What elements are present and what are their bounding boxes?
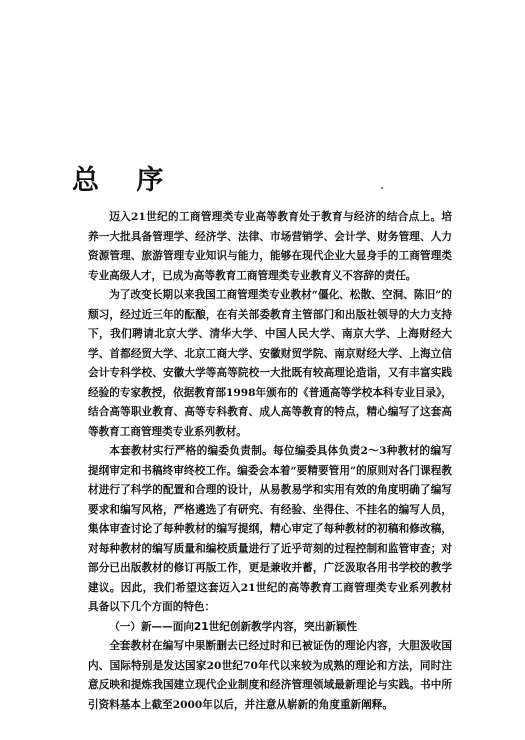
paragraph-editorial-system: 本套教材实行严格的编委负责制。每位编委具体负责2～3种教材的编写提纲审定和书稿终审终校工作。编委会本着“要精要管用”的原则对各门课程教材进行了科学的配置和合理的设计，从易教易学和实用有效的角度明确了编写要求和编写风格，严格遴选了有研究、有经验、坐得住、不挂名的编写人员，集体审查讨论了每种教材的编写提纲，精心审定了每种教材的初稿和修改稿，对每种教材的编写质量和编校质量进行了近乎苛刻的过程控制和监管审查；对部分已出版教材的修订再版工作，更是兼收并蓄，广泛汲取各用书学校的教学建议。因此，我们希望这套迈入21世纪的高等教育工商管理类专业系列教材具备以下几个方面的特色： — [88, 445, 452, 613]
paragraph-intro: 迈入21世纪的工商管理类专业高等教育处于教育与经济的结合点上。培养一大批具备管理学、经济学、法律、市场营销学、会计学、财务管理、人力资源管理、旅游管理专业知识与能力，能够在现代企业大显身手的工商管理类专业高级人才，已成为高等教育工商管理类专业教育义不容辞的责任。 — [88, 211, 452, 282]
paragraph-background: 为了改变长期以来我国工商管理类专业教材“僵化、松散、空洞、陈旧”的颓习，经过近三年的酝酿，在有关部委教育主管部门和出版社领导的大力支持下，我们聘请北京大学、清华大学、中国人民大学、南京大学、上海财经大学、首都经贸大学、北京工商大学、安徽财贸学院、南京财经大学、上海立信会计专科学校、安徽大学等高等院校一大批既有较高理论造诣，又有丰富实践经验的专家教授，依据教育部1998年颁布的《普通高等学校本科专业目录》，结合高等职业教育、高等专科教育、成人高等教育的特点，精心编写了这套高等教育工商管理类专业系列教材。 — [88, 289, 452, 438]
print-speck — [381, 187, 383, 189]
section-heading-new: （一）新——面向21世纪创新教学内容，突出新颖性 — [109, 620, 357, 633]
foreword-body — [88, 208, 452, 715]
paragraph-new-content: 全套教材在编写中果断删去已经过时和已被证伪的理论内容，大胆汲收国内、国际特别是发达国家20世纪70年代以来较为成熟的理论和方法，同时注意反映和提炼我国建立现代企业制度和经济管理领域最新理论与实践。书中所引资料基本上截至2000年以后，并注意从崭新的角度重新阐释。 — [88, 640, 452, 711]
page-title: 总 序 — [72, 165, 178, 197]
